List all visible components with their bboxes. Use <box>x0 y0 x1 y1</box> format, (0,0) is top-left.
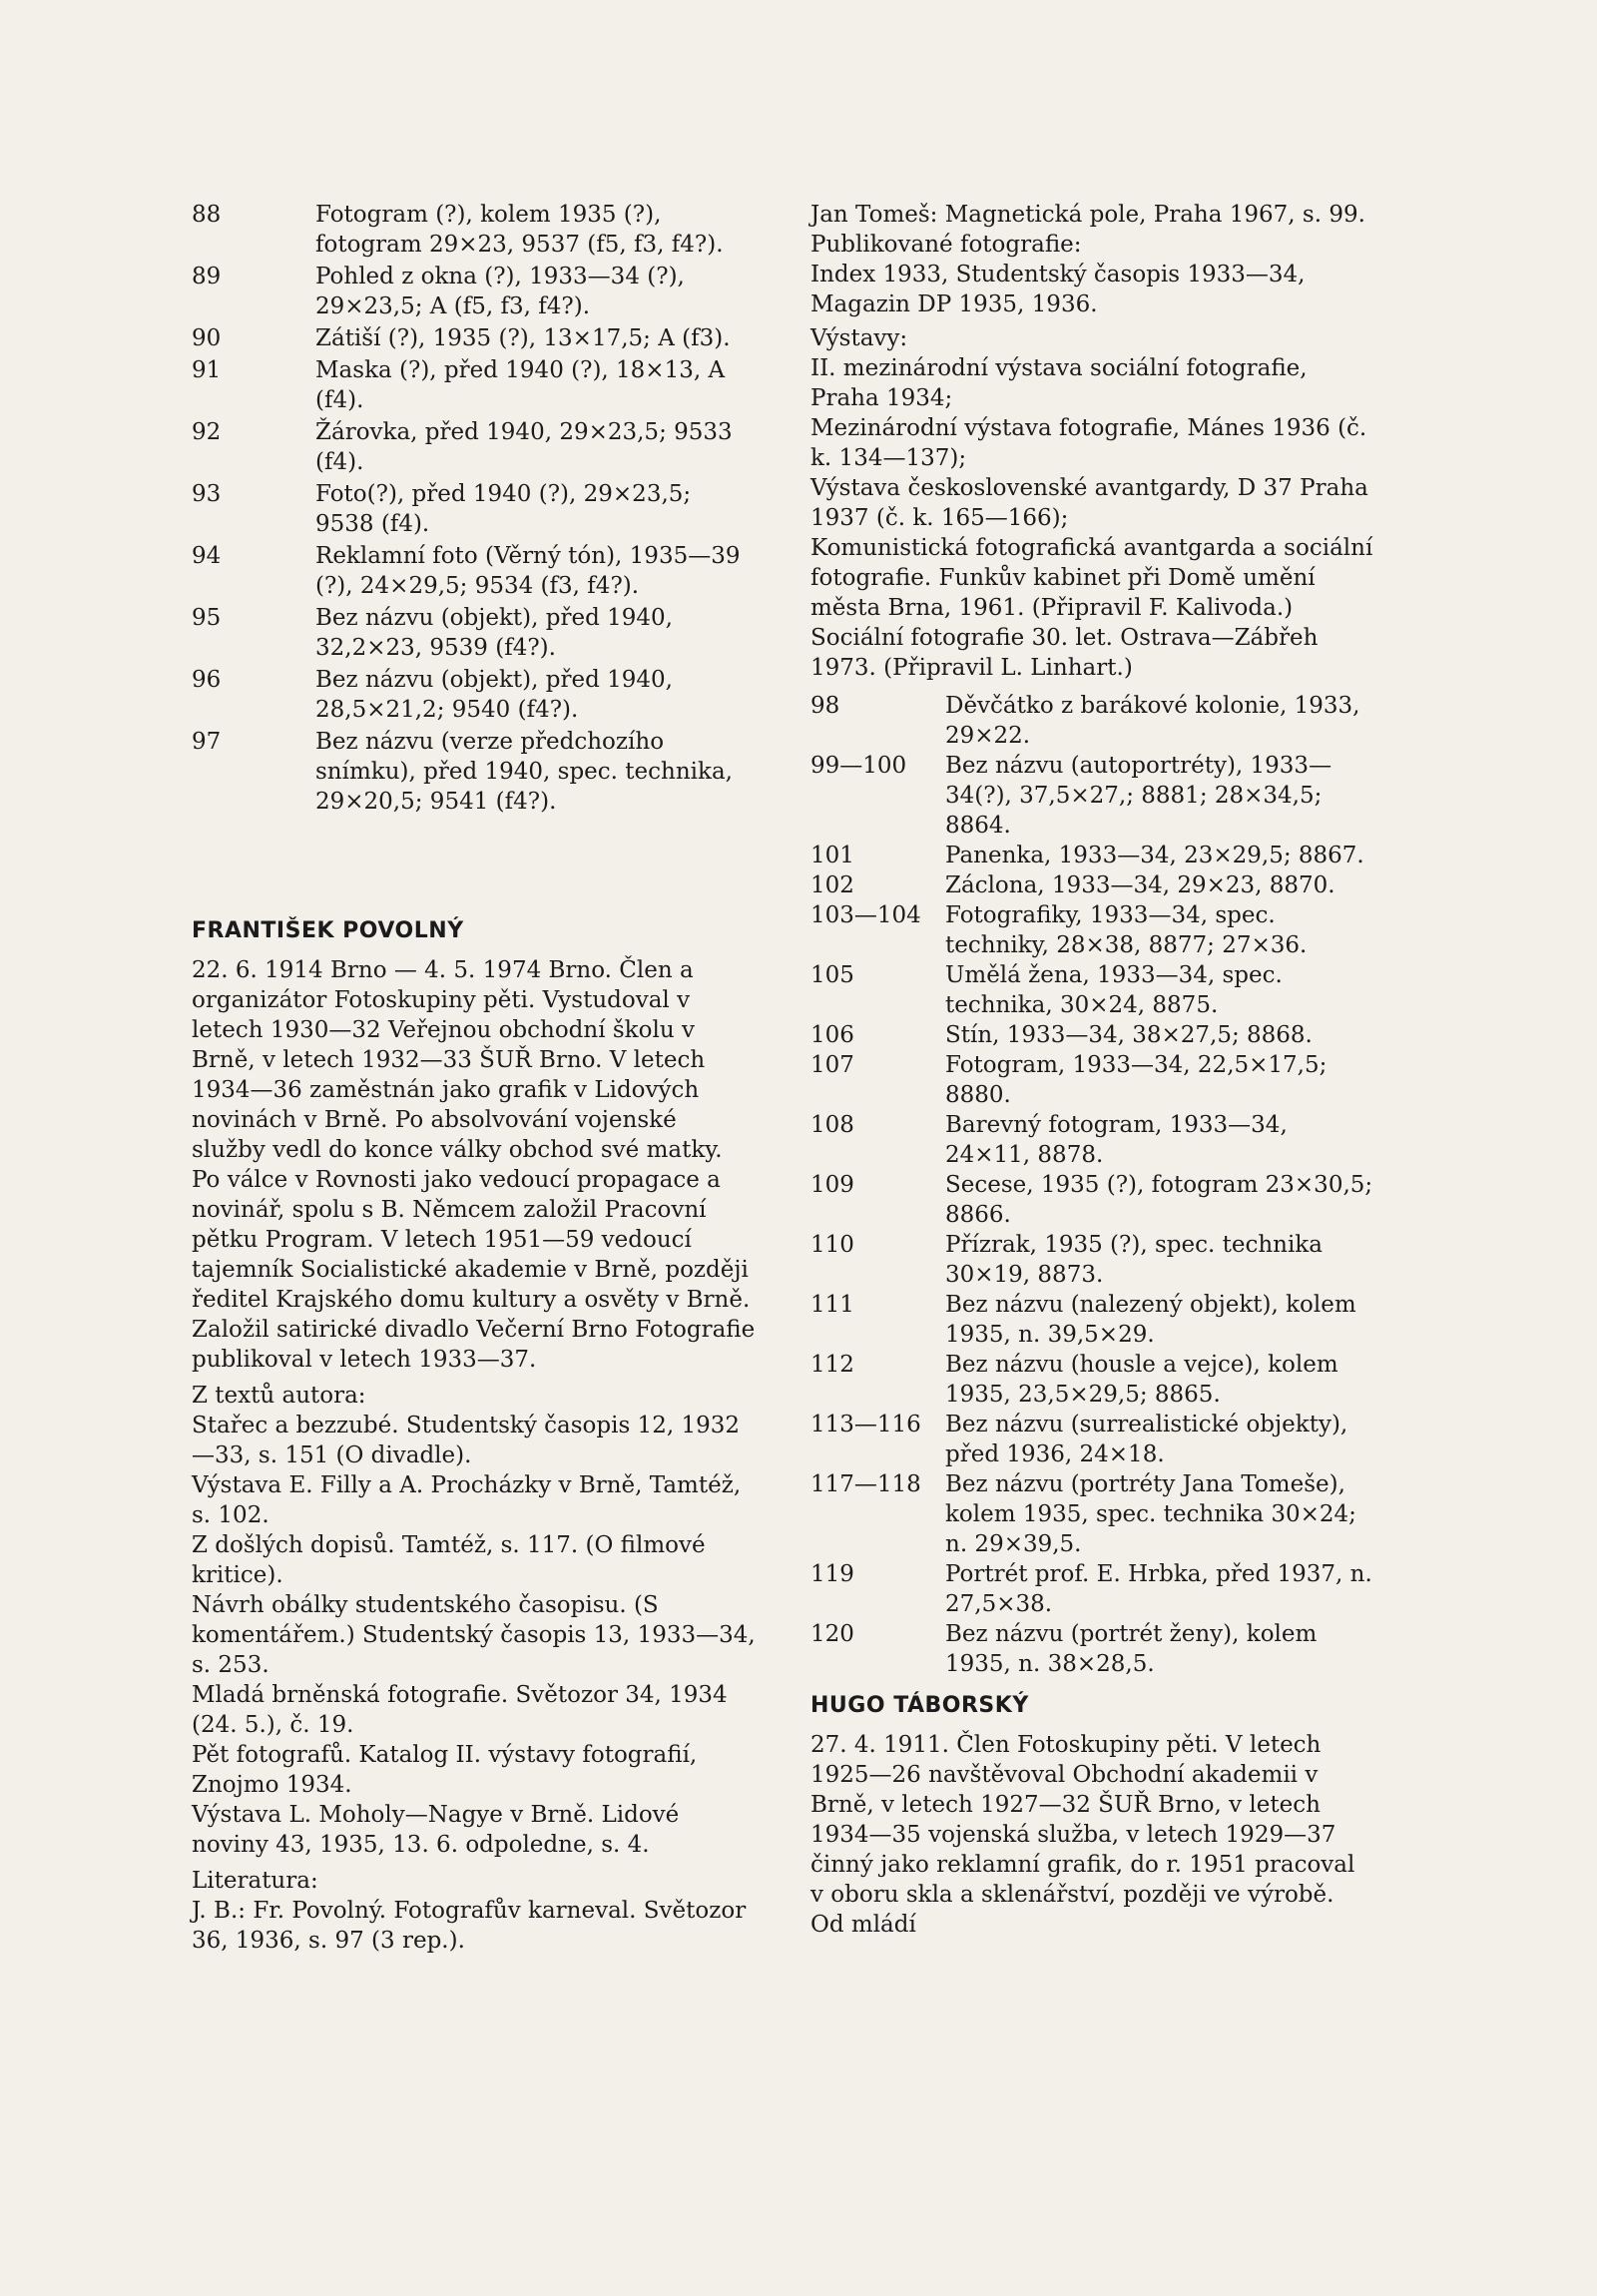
entry-number: 113—116 <box>810 1412 921 1437</box>
published-label: Publikované fotografie: <box>810 232 1082 258</box>
entry-text: Maska (?), před 1940 (?), 18×13, A (f4). <box>315 357 726 413</box>
entry-91 <box>192 355 756 415</box>
section-heading: HUGO TÁBORSKÝ <box>810 1693 1029 1718</box>
text-item: Z došlých dopisů. Tamtéž, s. 117. (O filmové kritice). <box>192 1532 706 1588</box>
entry-112 <box>810 1350 1374 1410</box>
texts-label: Z textů autora: <box>192 1383 366 1409</box>
text-item: Pět fotografů. Katalog II. výstavy fotografií, Znojmo 1934. <box>192 1742 698 1798</box>
entry-text: Záclona, 1933—34, 29×23, 8870. <box>945 872 1335 898</box>
exhibition-item: Mezinárodní výstava fotografie, Mánes 1936 (č. k. 134—137); <box>810 415 1367 471</box>
entry-text: Secese, 1935 (?), fotogram 23×30,5; 8866. <box>945 1172 1373 1228</box>
exhibition-item: Výstava československé avantgardy, D 37 Praha 1937 (č. k. 165—166); <box>810 475 1368 531</box>
text-item: Návrh obálky studentského časopisu. (S komentářem.) Studentský časopis 13, 1933—34, s. 253. <box>192 1592 756 1678</box>
entry-number: 105 <box>810 962 854 988</box>
entry-text: Bez názvu (autoportréty), 1933—34(?), 37,5×27,; 8881; 28×34,5; 8864. <box>945 753 1332 839</box>
entry-text: Bez názvu (verze předchozího snímku), před 1940, spec. technika, 29×20,5; 9541 (f4?). <box>315 729 733 815</box>
entry-number: 88 <box>192 202 222 228</box>
povolny-section <box>192 918 756 1956</box>
entry-text: Stín, 1933—34, 38×27,5; 8868. <box>945 1022 1313 1048</box>
entry-number: 97 <box>192 729 222 755</box>
exhibition-item: II. mezinárodní výstava sociální fotografie, Praha 1934; <box>810 355 1308 411</box>
literature-label: Literatura: <box>192 1868 318 1894</box>
entry-94 <box>192 541 756 601</box>
text-item: Výstava L. Moholy—Nagye v Brně. Lidové noviny 43, 1935, 13. 6. odpoledne, s. 4. <box>192 1802 680 1858</box>
literature-item: J. B.: Fr. Povolný. Fotografův karneval. Světozor 36, 1936, s. 97 (3 rep.). <box>192 1898 747 1954</box>
entry-number: 109 <box>810 1172 854 1198</box>
entry-text: Zátiší (?), 1935 (?), 13×17,5; A (f3). <box>315 325 731 351</box>
entry-103-104 <box>810 900 1374 960</box>
entry-number: 91 <box>192 357 222 383</box>
entry-text: Fotografiky, 1933—34, spec. techniky, 28×38, 8877; 27×36. <box>945 902 1308 958</box>
entry-119 <box>810 1559 1374 1619</box>
entry-number: 106 <box>810 1022 854 1048</box>
entry-89 <box>192 262 756 321</box>
entry-111 <box>810 1290 1374 1350</box>
entry-117-118 <box>810 1469 1374 1559</box>
entry-text: Portrét prof. E. Hrbka, před 1937, n. 27,5×38. <box>945 1561 1372 1617</box>
entry-number: 90 <box>192 325 222 351</box>
entry-number: 93 <box>192 481 222 507</box>
text-item: Stařec a bezzubé. Studentský časopis 12, 1932—33, s. 151 (O divadle). <box>192 1413 740 1468</box>
entry-98 <box>810 691 1374 751</box>
entry-text: Barevný fotogram, 1933—34, 24×11, 8878. <box>945 1112 1288 1168</box>
entry-number: 111 <box>810 1292 854 1318</box>
entry-text: Děvčátko z barákové kolonie, 1933, 29×22. <box>945 693 1360 749</box>
entry-text: Žárovka, před 1940, 29×23,5; 9533 (f4). <box>315 419 733 475</box>
entry-text: Bez názvu (portrét ženy), kolem 1935, n. 38×28,5. <box>945 1621 1318 1677</box>
exhibition-item: Sociální fotografie 30. let. Ostrava—Zábřeh 1973. (Připravil L. Linhart.) <box>810 625 1319 681</box>
entry-text: Fotogram (?), kolem 1935 (?), fotogram 29×23, 9537 (f5, f3, f4?). <box>315 202 724 258</box>
entry-number: 103—104 <box>810 902 921 928</box>
left-entries <box>192 200 756 819</box>
entry-108 <box>810 1110 1374 1170</box>
entry-number: 110 <box>810 1232 854 1258</box>
entry-number: 108 <box>810 1112 854 1138</box>
exhibition-item: Komunistická fotografická avantgarda a sociální fotografie. Funkův kabinet při Domě umění města Brna, 1961. (Připravil F. Kalivoda.) <box>810 535 1373 621</box>
entry-105 <box>810 960 1374 1020</box>
entry-text: Fotogram, 1933—34, 22,5×17,5; 8880. <box>945 1052 1328 1108</box>
entry-number: 89 <box>192 264 222 289</box>
text-item: Výstava E. Filly a A. Procházky v Brně, Tamtéž, s. 102. <box>192 1472 742 1528</box>
entry-number: 99—100 <box>810 753 907 779</box>
entry-96 <box>192 665 756 725</box>
entry-90 <box>192 323 756 353</box>
entry-95 <box>192 603 756 663</box>
exhibitions-label: Výstavy: <box>810 325 908 351</box>
entry-93 <box>192 479 756 539</box>
entry-text: Panenka, 1933—34, 23×29,5; 8867. <box>945 843 1364 868</box>
entry-text: Foto(?), před 1940 (?), 29×23,5; 9538 (f4). <box>315 481 692 537</box>
entry-text: Bez názvu (objekt), před 1940, 28,5×21,2; 9540 (f4?). <box>315 667 673 723</box>
entry-number: 102 <box>810 872 854 898</box>
entry-109 <box>810 1170 1374 1230</box>
entry-113-116 <box>810 1410 1374 1469</box>
biography-text: 27. 4. 1911. Člen Fotoskupiny pěti. V letech 1925—26 navštěvoval Obchodní akademii v Brně, v letech 1927—32 ŠUŘ Brno, v letech 1934—35 vojenská služba, v letech 1929—37 činný jako reklamní grafik, do r. 1951 pracoval v oboru skla a sklenářství, později ve výrobě. Od mládí <box>810 1732 1355 1938</box>
entry-number: 94 <box>192 543 222 569</box>
entry-number: 107 <box>810 1052 854 1078</box>
biography-text: 22. 6. 1914 Brno — 4. 5. 1974 Brno. Člen a organizátor Fotoskupiny pěti. Vystudoval v letech 1930—32 Veřejnou obchodní školu v Brně, v letech 1932—33 ŠUŘ Brno. V letech 1934—36 zaměstnán jako grafik v Lidových novinách v Brně. Po absolvování vojenské služby vedl do konce války obchod své matky. Po válce v Rovnosti jako vedoucí propagace a novinář, spolu s B. Němcem založil Pracovní pětku Program. V letech 1951—59 vedoucí tajemník Socialistické akademie v Brně, později ředitel Krajského domu kultury a osvěty v Brně. Založil satirické divadlo Večerní Brno Fotografie publikoval v letech 1933—37. <box>192 957 756 1373</box>
entry-107 <box>810 1050 1374 1110</box>
entry-text: Bez názvu (portréty Jana Tomeše), kolem 1935, spec. technika 30×24; n. 29×39,5. <box>945 1471 1356 1557</box>
entry-101 <box>810 841 1374 870</box>
text-item: Mladá brněnská fotografie. Světozor 34, 1934 (24. 5.), č. 19. <box>192 1682 728 1738</box>
entry-text: Přízrak, 1935 (?), spec. technika 30×19, 8873. <box>945 1232 1323 1288</box>
entry-99-100 <box>810 751 1374 841</box>
entry-92 <box>192 417 756 477</box>
entry-text: Bez názvu (objekt), před 1940, 32,2×23, 9539 (f4?). <box>315 605 673 661</box>
entry-110 <box>810 1230 1374 1290</box>
published-text: Index 1933, Studentský časopis 1933—34, Magazin DP 1935, 1936. <box>810 262 1306 317</box>
entry-102 <box>810 870 1374 900</box>
right-column <box>810 200 1374 1946</box>
entry-number: 112 <box>810 1352 854 1378</box>
entry-number: 101 <box>810 843 854 868</box>
entry-text: Bez názvu (housle a vejce), kolem 1935, 23,5×29,5; 8865. <box>945 1352 1338 1408</box>
entry-text: Umělá žena, 1933—34, spec. technika, 30×24, 8875. <box>945 962 1283 1018</box>
entry-97 <box>192 727 756 817</box>
entry-text: Reklamní foto (Věrný tón), 1935—39 (?), 24×29,5; 9534 (f3, f4?). <box>315 543 741 599</box>
entry-text: Pohled z okna (?), 1933—34 (?), 29×23,5; A (f5, f3, f4?). <box>315 264 685 319</box>
entry-number: 119 <box>810 1561 854 1587</box>
entry-106 <box>810 1020 1374 1050</box>
entry-number: 92 <box>192 419 222 445</box>
entry-text: Bez názvu (surrealistické objekty), před 1936, 24×18. <box>945 1412 1348 1467</box>
entry-number: 96 <box>192 667 222 693</box>
entry-120 <box>810 1619 1374 1679</box>
entry-number: 98 <box>810 693 840 719</box>
reference-text: Jan Tomeš: Magnetická pole, Praha 1967, s. 99. <box>810 202 1365 228</box>
entry-number: 120 <box>810 1621 854 1647</box>
entry-number: 95 <box>192 605 222 631</box>
entry-88 <box>192 200 756 260</box>
section-heading: FRANTIŠEK POVOLNÝ <box>192 918 464 943</box>
entry-number: 117—118 <box>810 1471 921 1497</box>
entry-text: Bez názvu (nalezený objekt), kolem 1935, n. 39,5×29. <box>945 1292 1356 1348</box>
